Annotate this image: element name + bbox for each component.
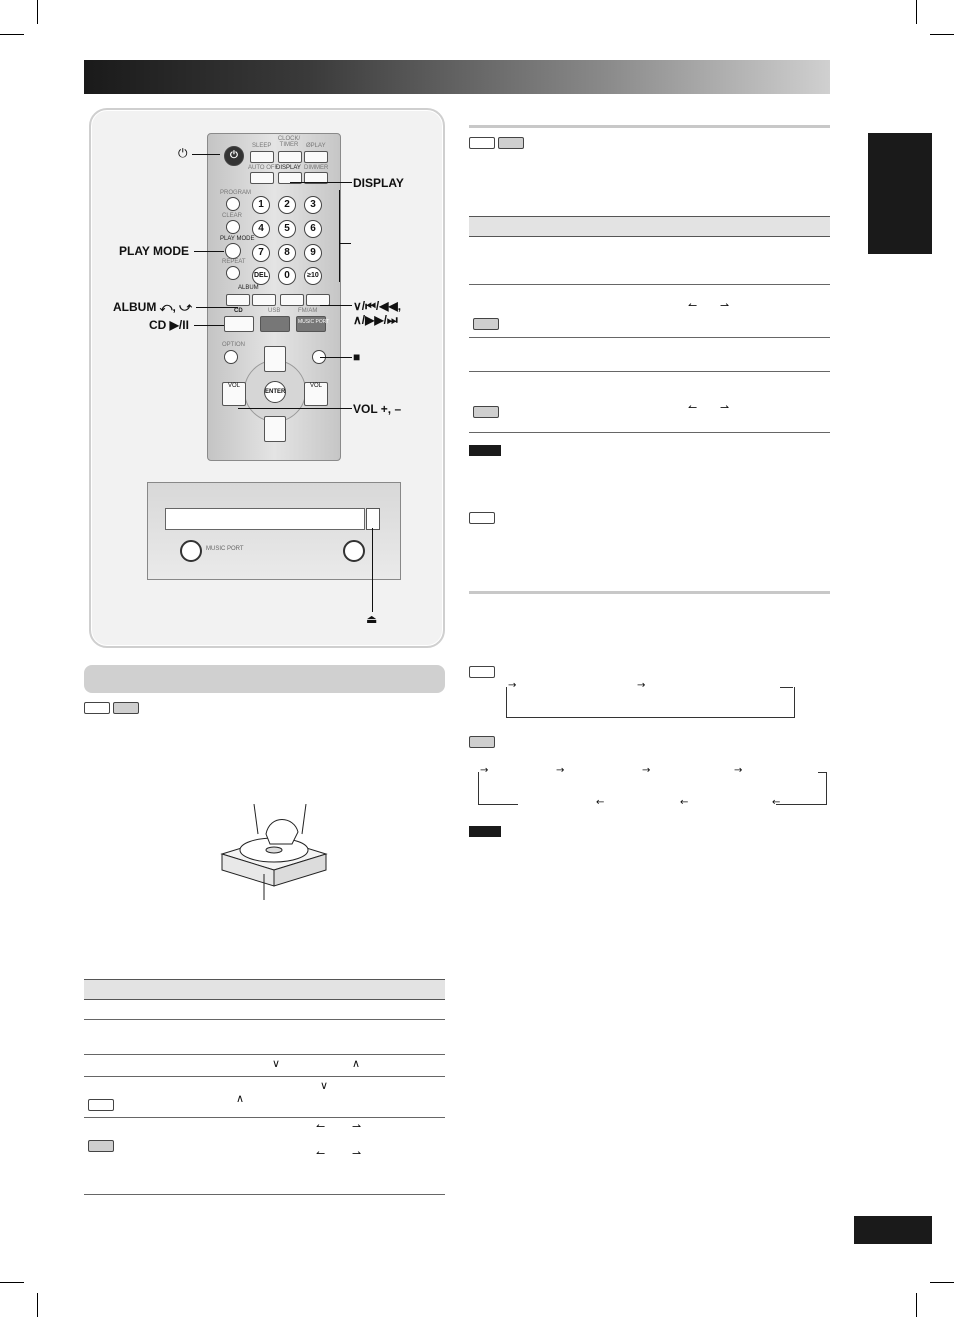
remote-label-music-port: MUSIC PORT (298, 319, 330, 325)
album-down-symbol: ↼ (688, 401, 698, 414)
unit-front-panel (147, 482, 401, 580)
table-divider (84, 1019, 445, 1020)
section-heading-bar (84, 665, 445, 693)
up-symbol: ∧ (236, 1092, 245, 1105)
number-button-2[interactable]: 2 (278, 196, 296, 214)
note-badge (469, 445, 501, 456)
flow-line (776, 804, 827, 805)
number-button-1[interactable]: 1 (252, 196, 270, 214)
number-button-5[interactable]: 5 (278, 220, 296, 238)
vol-up-button[interactable]: VOL (304, 382, 328, 406)
down-symbol: ∨ (272, 1057, 281, 1070)
leader-line (194, 325, 224, 326)
flow-line (478, 772, 479, 804)
mode-chip (84, 702, 110, 714)
crop-mark (916, 0, 917, 24)
flow-arrow: → (480, 765, 489, 776)
left-table-header (84, 979, 445, 1000)
play-mode-callout: PLAY MODE (119, 244, 190, 258)
music-port-label: MUSIC PORT (206, 546, 244, 552)
remote-label-clock-timer: CLOCK/ TIMER (277, 136, 301, 148)
enter-button[interactable]: ENTER (264, 381, 286, 403)
number-button-10plus[interactable]: ≥10 (304, 267, 322, 285)
number-button-7[interactable]: 7 (252, 244, 270, 262)
option-button[interactable] (224, 350, 238, 364)
power-callout: ⏻ (178, 146, 188, 160)
oplay-button[interactable] (304, 151, 328, 163)
sleep-button[interactable] (250, 151, 274, 163)
page-number-box (854, 1216, 932, 1244)
section-rule (469, 125, 830, 128)
remote-label-fm-am: FM/AM (298, 308, 318, 314)
flow-arrow: ← (772, 797, 781, 808)
remote-label-dimmer: DIMMER (304, 165, 329, 171)
number-button-6[interactable]: 6 (304, 220, 322, 238)
skip-callout-line1: ∨/⏮/◀◀, (353, 299, 402, 313)
play-mode-button[interactable] (225, 243, 241, 259)
table-divider (84, 1054, 445, 1055)
album-up-symbol: ⇀ (720, 401, 730, 414)
mode-chip (469, 736, 495, 748)
cd-play-pause-button[interactable] (224, 316, 254, 332)
skip-back-button[interactable] (280, 294, 304, 306)
note-badge (469, 826, 501, 837)
flow-arrow: → (734, 765, 743, 776)
number-button-3[interactable]: 3 (304, 196, 322, 214)
remote-label-play-mode: PLAY MODE (220, 236, 255, 242)
usb-play-pause-button[interactable] (260, 316, 290, 332)
program-button[interactable] (226, 197, 240, 211)
album-callout: ALBUM ⤺, ⤻ (113, 300, 192, 314)
remote-label-option: OPTION (222, 342, 246, 348)
album-up-symbol: ⇀ (352, 1120, 362, 1133)
vol-callout: VOL +, – (353, 402, 402, 416)
remote-label-oplay: ØPLAY (306, 143, 326, 149)
remote-label-album: ALBUM (238, 285, 259, 291)
album-up-button[interactable] (252, 294, 276, 306)
eject-leader-line (372, 528, 373, 612)
up-button[interactable] (264, 346, 286, 372)
flow-arrow: ← (680, 797, 689, 808)
number-button-9[interactable]: 9 (304, 244, 322, 262)
stop-callout: ■ (353, 350, 361, 364)
flow-arrow: → (637, 680, 646, 691)
skip-callout-line2: ∧/▶▶/⏭ (353, 313, 398, 327)
number-button-4[interactable]: 4 (252, 220, 270, 238)
leader-line (339, 243, 351, 244)
flow-line (818, 772, 827, 773)
table-divider (469, 284, 830, 285)
mode-chip (469, 512, 495, 524)
crop-mark (37, 0, 38, 24)
album-down-symbol: ↼ (688, 299, 698, 312)
number-button-0[interactable]: 0 (278, 267, 296, 285)
remote-label-sleep: SLEEP (252, 143, 272, 149)
flow-arrow: ← (596, 797, 605, 808)
crop-mark (0, 34, 24, 35)
flow-line (826, 772, 827, 804)
table-divider (469, 432, 830, 433)
flow-arrow: → (508, 680, 517, 691)
flow-line (478, 804, 518, 805)
leader-line (238, 408, 352, 409)
table-divider (469, 337, 830, 338)
table-divider (84, 1117, 445, 1118)
album-up-symbol: ⇀ (352, 1147, 362, 1160)
album-down-button[interactable] (226, 294, 250, 306)
headphone-jack (343, 540, 365, 562)
crop-mark (0, 1282, 24, 1283)
album-down-symbol: ↼ (316, 1147, 326, 1160)
display-callout: DISPLAY (353, 176, 404, 190)
section-rule (469, 591, 830, 594)
mode-chip (469, 137, 495, 149)
disc-tray-slot (165, 508, 365, 530)
table-divider (469, 371, 830, 372)
eject-callout: ⏏ (366, 612, 378, 626)
album-up-symbol: ⇀ (720, 299, 730, 312)
clock-timer-button[interactable] (278, 151, 302, 163)
mode-chip (113, 702, 139, 714)
power-button[interactable]: ⏻ (224, 146, 244, 166)
down-button[interactable] (264, 416, 286, 442)
table-divider (84, 1194, 445, 1195)
auto-off-button[interactable] (250, 172, 274, 184)
table-divider (84, 1076, 445, 1077)
flow-line (780, 687, 793, 688)
leader-line (320, 357, 352, 358)
language-side-tab (868, 133, 932, 254)
mode-chip (473, 406, 499, 418)
leader-line (290, 182, 352, 183)
page-header-bar (84, 60, 830, 94)
number-button-8[interactable]: 8 (278, 244, 296, 262)
leader-line (194, 251, 224, 252)
right-table-header (469, 216, 830, 237)
up-symbol: ∧ (352, 1057, 361, 1070)
del-button[interactable]: DEL (252, 267, 270, 285)
crop-mark (37, 1293, 38, 1317)
cd-callout: CD ▶/II (149, 318, 189, 332)
repeat-button[interactable] (226, 266, 240, 280)
mode-chip (498, 137, 524, 149)
flow-arrow: → (556, 765, 565, 776)
remote-label-repeat: REPEAT (222, 259, 246, 265)
flow-loop-1 (506, 687, 795, 718)
vol-down-button[interactable]: VOL (222, 382, 246, 406)
mode-chip (473, 318, 499, 330)
leader-line (320, 305, 352, 306)
remote-label-display: DISPLAY (276, 165, 301, 171)
flow-arrow: → (642, 765, 651, 776)
remote-label-usb: USB (268, 308, 281, 314)
crop-mark (930, 1282, 954, 1283)
remote-label-clear: CLEAR (222, 213, 243, 219)
crop-mark (930, 34, 954, 35)
remote-label-cd: CD (234, 308, 243, 314)
crop-mark (916, 1293, 917, 1317)
mode-chip (469, 666, 495, 678)
remote-label-auto-off: AUTO OFF (248, 165, 279, 171)
album-down-symbol: ↼ (316, 1120, 326, 1133)
leader-line (196, 307, 238, 308)
numbers-bracket (339, 190, 340, 282)
leader-line (192, 154, 220, 155)
mode-chip (88, 1099, 114, 1111)
music-port-jack (180, 540, 202, 562)
mode-chip (88, 1140, 114, 1152)
down-symbol: ∨ (320, 1079, 329, 1092)
disc-loading-illustration (214, 804, 334, 900)
eject-button[interactable] (366, 508, 380, 530)
clear-button[interactable] (226, 220, 240, 234)
remote-label-program: PROGRAM (220, 190, 252, 196)
